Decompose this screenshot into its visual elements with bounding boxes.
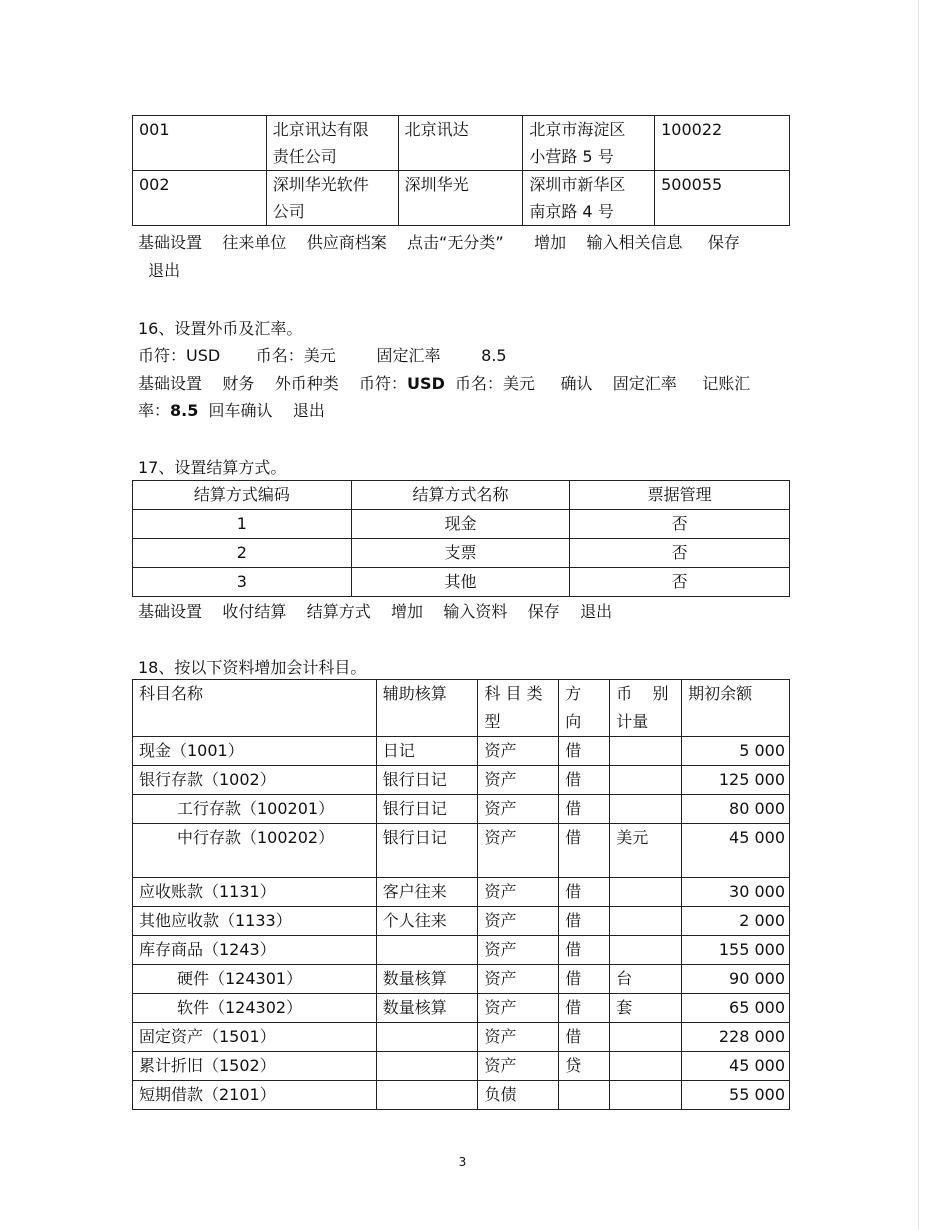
settlement-table	[132, 480, 790, 597]
column-header: 期初余额	[682, 680, 790, 737]
opening-balance: 5 000	[682, 737, 790, 766]
account-type: 资产	[478, 1023, 559, 1052]
steps-text: 币名：美元 确认 固定汇率 记账汇	[444, 374, 751, 393]
column-header: 票据管理	[570, 481, 790, 510]
settlement-code: 3	[133, 568, 352, 597]
vendor-short-name: 深圳华光	[398, 171, 523, 226]
column-header: 科目名称	[133, 680, 377, 737]
account-type: 资产	[478, 965, 559, 994]
auxiliary-accounting	[376, 1023, 478, 1052]
vendor-address-line: 深圳市新华区	[529, 175, 626, 194]
table-row	[133, 510, 790, 539]
balance-direction: 借	[559, 878, 610, 907]
account-type: 资产	[478, 994, 559, 1023]
table-row	[133, 766, 790, 795]
account-type: 负债	[478, 1081, 559, 1110]
settlement-name: 其他	[351, 568, 570, 597]
account-name: 工行存款（100201）	[133, 795, 377, 824]
bill-management: 否	[570, 539, 790, 568]
currency-unit	[610, 795, 682, 824]
opening-balance: 90 000	[682, 965, 790, 994]
opening-balance: 65 000	[682, 994, 790, 1023]
opening-balance: 45 000	[682, 1052, 790, 1081]
auxiliary-accounting	[376, 1052, 478, 1081]
column-header	[559, 680, 610, 737]
table-row	[133, 824, 790, 878]
settlement-code: 1	[133, 510, 352, 539]
balance-direction: 借	[559, 907, 610, 936]
table-row	[133, 965, 790, 994]
currency-unit: 套	[610, 994, 682, 1023]
vendor-zip: 500055	[655, 171, 790, 226]
accounts-table	[132, 679, 790, 1110]
steps-text: 率：	[138, 401, 171, 420]
section-16-heading: 16、设置外币及汇率。	[138, 319, 303, 338]
balance-direction: 借	[559, 824, 610, 878]
settlement-name: 现金	[351, 510, 570, 539]
header-line: 型	[484, 712, 501, 731]
opening-balance: 155 000	[682, 936, 790, 965]
currency-unit	[610, 1052, 682, 1081]
opening-balance: 45 000	[682, 824, 790, 878]
table-header-row	[133, 481, 790, 510]
account-name: 中行存款（100202）	[133, 824, 377, 878]
currency-unit	[610, 936, 682, 965]
currency-unit	[610, 766, 682, 795]
vendor-address-line: 小营路 5 号	[529, 147, 614, 166]
section-18-heading: 18、按以下资料增加会计科目。	[138, 658, 367, 677]
table-row	[133, 878, 790, 907]
vendor-address	[523, 171, 655, 226]
table-row	[133, 171, 790, 226]
currency-unit	[610, 907, 682, 936]
table-row	[133, 994, 790, 1023]
vendor-steps-line2: 退出	[138, 261, 181, 280]
page-number: 3	[458, 1155, 467, 1169]
table-header-row	[133, 680, 790, 737]
header-line: 计量	[616, 712, 649, 731]
header-line: 科 目 类	[484, 684, 543, 703]
auxiliary-accounting: 个人往来	[376, 907, 478, 936]
steps-text: 回车确认 退出	[198, 401, 325, 420]
auxiliary-accounting: 银行日记	[376, 795, 478, 824]
account-type: 资产	[478, 795, 559, 824]
account-name: 现金（1001）	[133, 737, 377, 766]
opening-balance: 125 000	[682, 766, 790, 795]
exchange-rate: 8.5	[170, 401, 199, 420]
table-row	[133, 795, 790, 824]
auxiliary-accounting: 客户往来	[376, 878, 478, 907]
account-type: 资产	[478, 824, 559, 878]
account-type: 资产	[478, 907, 559, 936]
table-row	[133, 568, 790, 597]
section-17-steps: 基础设置 收付结算 结算方式 增加 输入资料 保存 退出	[138, 602, 613, 621]
currency-unit: 美元	[610, 824, 682, 878]
page-edge	[918, 0, 919, 1230]
vendor-address-line: 北京市海淀区	[529, 120, 626, 139]
header-line: 向	[565, 712, 582, 731]
currency-unit: 台	[610, 965, 682, 994]
currency-unit	[610, 1023, 682, 1052]
account-name: 短期借款（2101）	[133, 1081, 377, 1110]
settlement-name: 支票	[351, 539, 570, 568]
balance-direction: 借	[559, 795, 610, 824]
account-name: 银行存款（1002）	[133, 766, 377, 795]
balance-direction: 借	[559, 1023, 610, 1052]
vendor-table	[132, 115, 790, 226]
header-line: 方	[565, 684, 582, 703]
vendor-short-name: 北京讯达	[398, 116, 523, 171]
balance-direction: 借	[559, 766, 610, 795]
auxiliary-accounting: 日记	[376, 737, 478, 766]
opening-balance: 55 000	[682, 1081, 790, 1110]
vendor-code: 001	[133, 116, 267, 171]
balance-direction: 借	[559, 936, 610, 965]
account-type: 资产	[478, 936, 559, 965]
column-header: 辅助核算	[376, 680, 478, 737]
balance-direction: 贷	[559, 1052, 610, 1081]
opening-balance: 2 000	[682, 907, 790, 936]
account-name: 应收账款（1131）	[133, 878, 377, 907]
bill-management: 否	[570, 510, 790, 539]
account-name: 硬件（124301）	[133, 965, 377, 994]
vendor-zip: 100022	[655, 116, 790, 171]
bill-management: 否	[570, 568, 790, 597]
table-row	[133, 116, 790, 171]
vendor-name	[266, 171, 398, 226]
table-row	[133, 1081, 790, 1110]
opening-balance: 30 000	[682, 878, 790, 907]
vendor-address	[523, 116, 655, 171]
table-row	[133, 1052, 790, 1081]
column-header: 结算方式编码	[133, 481, 352, 510]
auxiliary-accounting: 数量核算	[376, 965, 478, 994]
opening-balance: 80 000	[682, 795, 790, 824]
column-header: 结算方式名称	[351, 481, 570, 510]
table-row	[133, 907, 790, 936]
table-row	[133, 1023, 790, 1052]
column-header	[610, 680, 682, 737]
balance-direction: 借	[559, 994, 610, 1023]
currency-code: USD	[407, 374, 445, 393]
auxiliary-accounting	[376, 936, 478, 965]
account-name: 其他应收款（1133）	[133, 907, 377, 936]
vendor-name-line: 北京讯达有限	[272, 120, 369, 139]
account-type: 资产	[478, 766, 559, 795]
account-type: 资产	[478, 737, 559, 766]
account-name: 累计折旧（1502）	[133, 1052, 377, 1081]
settlement-code: 2	[133, 539, 352, 568]
section-16-steps-line2	[138, 400, 325, 422]
currency-unit	[610, 1081, 682, 1110]
account-name: 库存商品（1243）	[133, 936, 377, 965]
account-name: 软件（124302）	[133, 994, 377, 1023]
table-row	[133, 936, 790, 965]
column-header	[478, 680, 559, 737]
auxiliary-accounting: 银行日记	[376, 766, 478, 795]
auxiliary-accounting: 银行日记	[376, 824, 478, 878]
account-type: 资产	[478, 878, 559, 907]
auxiliary-accounting	[376, 1081, 478, 1110]
currency-unit	[610, 737, 682, 766]
auxiliary-accounting: 数量核算	[376, 994, 478, 1023]
header-line: 币 别	[616, 684, 669, 703]
section-16-info: 币符：USD 币名：美元 固定汇率 8.5	[138, 346, 507, 365]
opening-balance: 228 000	[682, 1023, 790, 1052]
table-row	[133, 539, 790, 568]
steps-text: 基础设置 财务 外币种类 币符：	[138, 374, 408, 393]
section-17-heading: 17、设置结算方式。	[138, 458, 287, 477]
vendor-address-line: 南京路 4 号	[529, 202, 614, 221]
currency-unit	[610, 878, 682, 907]
vendor-steps-line1: 基础设置 往来单位 供应商档案 点击“无分类” 增加 输入相关信息 保存	[138, 233, 740, 252]
account-type: 资产	[478, 1052, 559, 1081]
balance-direction	[559, 1081, 610, 1110]
vendor-name	[266, 116, 398, 171]
balance-direction: 借	[559, 737, 610, 766]
vendor-name-line: 公司	[272, 202, 305, 221]
section-16-steps-line1	[138, 373, 750, 395]
account-name: 固定资产（1501）	[133, 1023, 377, 1052]
balance-direction: 借	[559, 965, 610, 994]
vendor-code: 002	[133, 171, 267, 226]
vendor-name-line: 责任公司	[272, 147, 337, 166]
vendor-name-line: 深圳华光软件	[272, 175, 369, 194]
table-row	[133, 737, 790, 766]
